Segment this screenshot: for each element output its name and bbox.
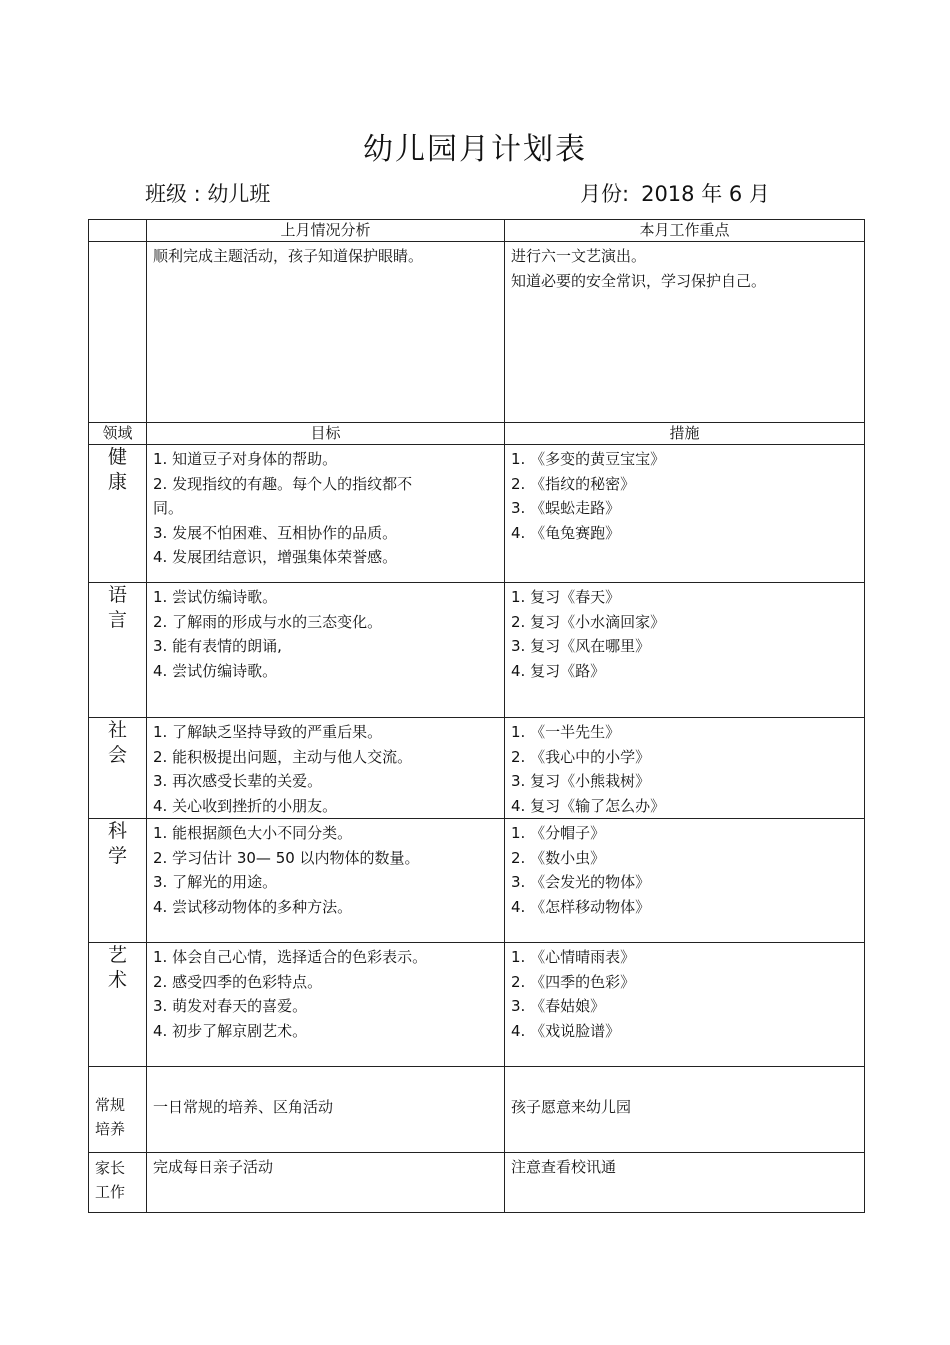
goal-item: 4. 初步了解京剧艺术。 xyxy=(153,1021,308,1040)
measure-item: 1. 《多变的黄豆宝宝》 xyxy=(511,450,666,468)
domain-char: 语 xyxy=(107,584,127,606)
goal-item: 4. 发展团结意识，增强集体荣誉感。 xyxy=(153,548,398,566)
measure-item: 3. 《春姑娘》 xyxy=(511,997,606,1015)
month-value: 2018 年 6 月 xyxy=(641,182,770,206)
domain-row-language xyxy=(89,583,865,718)
parent-label-line: 家长 xyxy=(95,1159,126,1177)
measures-cell xyxy=(505,718,865,819)
goal-item: 2. 学习估计 30— 50 以内物体的数量。 xyxy=(153,848,420,867)
month-info xyxy=(580,178,770,208)
parent-label xyxy=(89,1153,147,1213)
measure-item: 4. 复习《路》 xyxy=(511,661,606,680)
focus-line: 知道必要的安全常识，学习保护自己。 xyxy=(511,271,767,290)
analysis-row xyxy=(89,242,865,423)
measures-cell xyxy=(505,819,865,943)
goal-item: 3. 能有表情的朗诵, xyxy=(153,637,282,655)
measures-header: 措施 xyxy=(505,423,865,445)
measure-item: 4. 复习《输了怎么办》 xyxy=(511,796,666,815)
goal-item: 1. 了解缺乏坚持导致的严重后果。 xyxy=(153,723,383,741)
blank-header-cell xyxy=(89,220,147,242)
domain-char: 学 xyxy=(107,844,127,867)
domain-header: 领域 xyxy=(89,423,147,445)
domain-char: 会 xyxy=(107,743,127,766)
page-title: 幼儿园月计划表 xyxy=(363,132,587,167)
measure-item: 2. 《指纹的秘密》 xyxy=(511,474,636,493)
analysis-line: 顺利完成主题活动，孩子知道保护眼睛。 xyxy=(153,247,424,265)
measure-item: 4. 《龟兔赛跑》 xyxy=(511,523,621,542)
goals-header: 目标 xyxy=(147,423,505,445)
measure-item: 2. 《数小虫》 xyxy=(511,848,606,867)
domain-label xyxy=(89,583,147,718)
goals-cell xyxy=(147,943,505,1067)
focus-line: 进行六一文艺演出。 xyxy=(511,247,647,265)
goal-item: 1. 尝试仿编诗歌。 xyxy=(153,588,278,606)
parent-measure-cell xyxy=(505,1153,865,1213)
measures-cell xyxy=(505,445,865,583)
measure-item: 2. 《我心中的小学》 xyxy=(511,747,651,766)
routine-measure: 孩子愿意来幼儿园 xyxy=(511,1098,632,1116)
goals-cell xyxy=(147,445,505,583)
blank-cell xyxy=(89,242,147,423)
goal-item: 2. 了解雨的形成与水的三态变化。 xyxy=(153,612,383,631)
domain-header-row xyxy=(89,423,865,445)
goals-cell xyxy=(147,583,505,718)
domain-row-art xyxy=(89,943,865,1067)
measure-item: 1. 《心情晴雨表》 xyxy=(511,948,636,966)
routine-goal: 一日常规的培养、区角活动 xyxy=(153,1098,334,1116)
goals-cell xyxy=(147,819,505,943)
domain-char: 科 xyxy=(107,820,127,842)
measure-item: 3. 复习《小熊栽树》 xyxy=(511,772,651,790)
domain-label xyxy=(89,445,147,583)
measure-item: 1. 复习《春天》 xyxy=(511,588,621,606)
domain-row-social xyxy=(89,718,865,819)
goal-item: 同。 xyxy=(153,499,184,517)
routine-label-line: 培养 xyxy=(95,1120,126,1138)
goal-item: 1. 能根据颜色大小不同分类。 xyxy=(153,824,353,842)
measure-item: 2. 复习《小水滴回家》 xyxy=(511,612,666,631)
goal-item: 3. 了解光的用途。 xyxy=(153,873,278,891)
plan-table xyxy=(88,219,865,1213)
domain-char: 艺 xyxy=(107,944,127,966)
goal-item: 4. 关心收到挫折的小朋友。 xyxy=(153,796,338,815)
month-label: 月份: xyxy=(580,182,630,206)
measure-item: 1. 《分帽子》 xyxy=(511,824,606,842)
domain-row-health xyxy=(89,445,865,583)
domain-char: 术 xyxy=(107,968,127,991)
goal-item: 2. 能积极提出问题，主动与他人交流。 xyxy=(153,747,413,766)
measure-item: 3. 《会发光的物体》 xyxy=(511,873,651,891)
domain-char: 社 xyxy=(107,719,127,741)
goal-item: 4. 尝试仿编诗歌。 xyxy=(153,661,278,680)
routine-label-line: 常规 xyxy=(95,1096,126,1114)
measure-item: 1. 《一半先生》 xyxy=(511,723,621,741)
domain-label xyxy=(89,943,147,1067)
routine-label xyxy=(89,1067,147,1153)
analysis-header-row xyxy=(89,220,865,242)
domain-row-science xyxy=(89,819,865,943)
parent-measure: 注意查看校讯通 xyxy=(511,1158,617,1176)
domain-char: 康 xyxy=(107,470,127,493)
measure-item: 4. 《怎样移动物体》 xyxy=(511,897,651,916)
last-month-analysis xyxy=(147,242,505,423)
domain-char: 言 xyxy=(107,608,127,631)
goal-item: 3. 再次感受长辈的关爱。 xyxy=(153,772,323,790)
this-month-focus xyxy=(505,242,865,423)
goal-item: 4. 尝试移动物体的多种方法。 xyxy=(153,897,353,916)
parent-label-line: 工作 xyxy=(95,1183,126,1201)
goal-item: 1. 体会自己心情，选择适合的色彩表示。 xyxy=(153,948,428,966)
measures-cell xyxy=(505,943,865,1067)
measure-item: 4. 《戏说脸谱》 xyxy=(511,1021,621,1040)
routine-measure-cell xyxy=(505,1067,865,1153)
measure-item: 3. 《蜈蚣走路》 xyxy=(511,499,621,517)
measure-item: 2. 《四季的色彩》 xyxy=(511,972,636,991)
parent-row xyxy=(89,1153,865,1213)
class-label: 班级 : 幼儿班 xyxy=(145,182,271,206)
measures-cell xyxy=(505,583,865,718)
parent-goal: 完成每日亲子活动 xyxy=(153,1158,274,1176)
goal-item: 2. 发现指纹的有趣。每个人的指纹都不 xyxy=(153,474,413,493)
routine-goal-cell xyxy=(147,1067,505,1153)
domain-label xyxy=(89,718,147,819)
goal-item: 2. 感受四季的色彩特点。 xyxy=(153,972,323,991)
measure-item: 3. 复习《风在哪里》 xyxy=(511,637,651,655)
goal-item: 1. 知道豆子对身体的帮助。 xyxy=(153,450,338,468)
parent-goal-cell xyxy=(147,1153,505,1213)
domain-label xyxy=(89,819,147,943)
last-month-header: 上月情况分析 xyxy=(147,220,505,242)
this-month-header: 本月工作重点 xyxy=(505,220,865,242)
routine-row xyxy=(89,1067,865,1153)
goal-item: 3. 发展不怕困难、互相协作的品质。 xyxy=(153,523,398,542)
goal-item: 3. 萌发对春天的喜爱。 xyxy=(153,997,308,1015)
goals-cell xyxy=(147,718,505,819)
domain-char: 健 xyxy=(107,446,127,468)
